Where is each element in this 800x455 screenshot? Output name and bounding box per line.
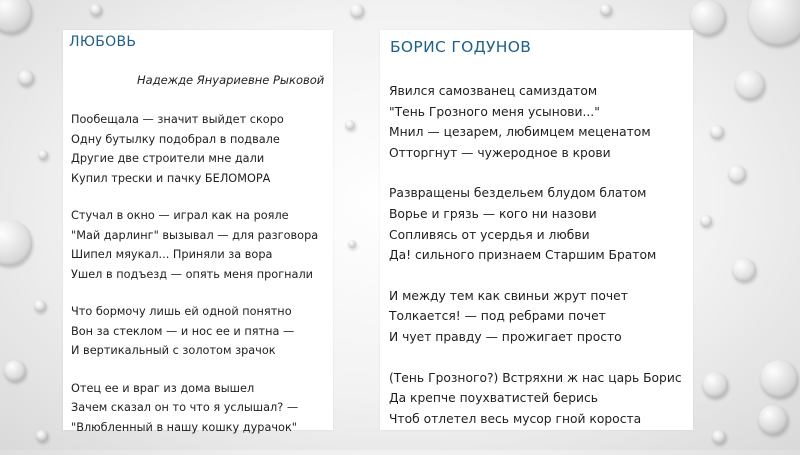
poem-line: "Тень Грозного меня усынови..." (389, 104, 600, 119)
poem-line: И вертикальный с золотом зрачок (71, 344, 276, 357)
water-drop (18, 70, 34, 86)
poem-line: И чует правду — прожигает просто (389, 329, 622, 344)
water-drop (712, 430, 726, 444)
poem-line: Ушел в подъезд — опять меня прогнали (71, 267, 314, 281)
poem-line: Развращены бездельем блудом блатом (389, 186, 647, 201)
poem-line: "Влюбленный в нашу кошку дурачок" (71, 420, 297, 434)
poem-panel-lyubov (63, 30, 333, 434)
poem-line: Явился самозванец самиздатом (389, 84, 598, 98)
poem-line: Чтоб отлетел весь мусор гной короста (389, 411, 642, 426)
poem-title: БОРИС ГОДУНОВ (390, 38, 532, 56)
poem-line: (Тень Грозного?) Встряхни ж нас царь Борис (389, 370, 682, 385)
poem-panel-boris-godunov (380, 30, 693, 430)
poem-line: И между тем как свиньи жрут почет (389, 288, 628, 303)
stanza (71, 206, 318, 284)
water-drop (0, 0, 32, 34)
poem-line: Зачем сказал он то что я услышал? — (71, 401, 299, 414)
poem-line: "Май дарлинг" вызывал — для разговора (71, 228, 319, 242)
water-drop (735, 70, 765, 100)
stanza (389, 368, 682, 430)
water-drop (350, 4, 364, 18)
water-drop (758, 405, 788, 435)
poem-title: ЛЮБОВЬ (69, 34, 137, 50)
water-drop (36, 430, 48, 442)
water-drop (600, 4, 612, 16)
water-drop (38, 150, 48, 160)
poem-line: Да крепче поухватистей берись (389, 391, 599, 406)
poem-line: Мнил — цезарем, любимцем меценатом (389, 125, 651, 140)
poem-line: Стучал в окно — играл как на рояле (71, 209, 289, 222)
water-drop (748, 0, 800, 46)
water-drop (702, 372, 728, 398)
poem-line: Да! сильного признаем Старшим Братом (389, 248, 657, 263)
poem-line: Купил трески и пачку БЕЛОМОРА (71, 171, 271, 185)
water-drop (732, 258, 756, 282)
poem-line: Толкается! — под ребрами почет (389, 309, 606, 324)
water-drop (728, 165, 746, 183)
water-drop (34, 300, 46, 312)
water-drop (760, 360, 798, 398)
stanza (389, 286, 682, 348)
stanza (389, 81, 682, 163)
poem-line: Отторгнут — чужеродное в крови (389, 145, 611, 160)
water-drop (690, 0, 726, 36)
water-drop (345, 120, 355, 130)
poem-body (71, 110, 318, 455)
stanza (389, 183, 682, 265)
poem-line: Что бормочу лишь ей одной понятно (71, 305, 292, 318)
poem-line: Отец ее и враг из дома вышел (71, 381, 255, 395)
water-drop (348, 240, 356, 248)
poem-line: Ворье и грязь — кого ни назови (389, 206, 597, 221)
poem-line: Пообещала — значит выйдет скоро (71, 113, 284, 126)
water-drop (0, 220, 32, 266)
poem-line: Шипел мяукал... Приняли за вора (71, 248, 273, 261)
water-drop (90, 4, 102, 16)
water-drop (4, 360, 26, 382)
poem-line: Одну бутылку подобрал в подвале (71, 132, 280, 146)
poem-line: Сопливясь от усердья и любви (389, 227, 590, 242)
water-drop (700, 215, 712, 227)
poem-body (389, 81, 682, 449)
stanza (71, 379, 318, 438)
poem-line: Другие две строители мне дали (71, 152, 265, 165)
stanza (71, 110, 318, 188)
poem-line: Вон за стеклом — и нос ее и пятна — (71, 324, 295, 338)
stanza (71, 302, 318, 361)
water-drop (710, 125, 724, 139)
poem-dedication: Надежде Януариевне Рыковой (137, 73, 325, 87)
